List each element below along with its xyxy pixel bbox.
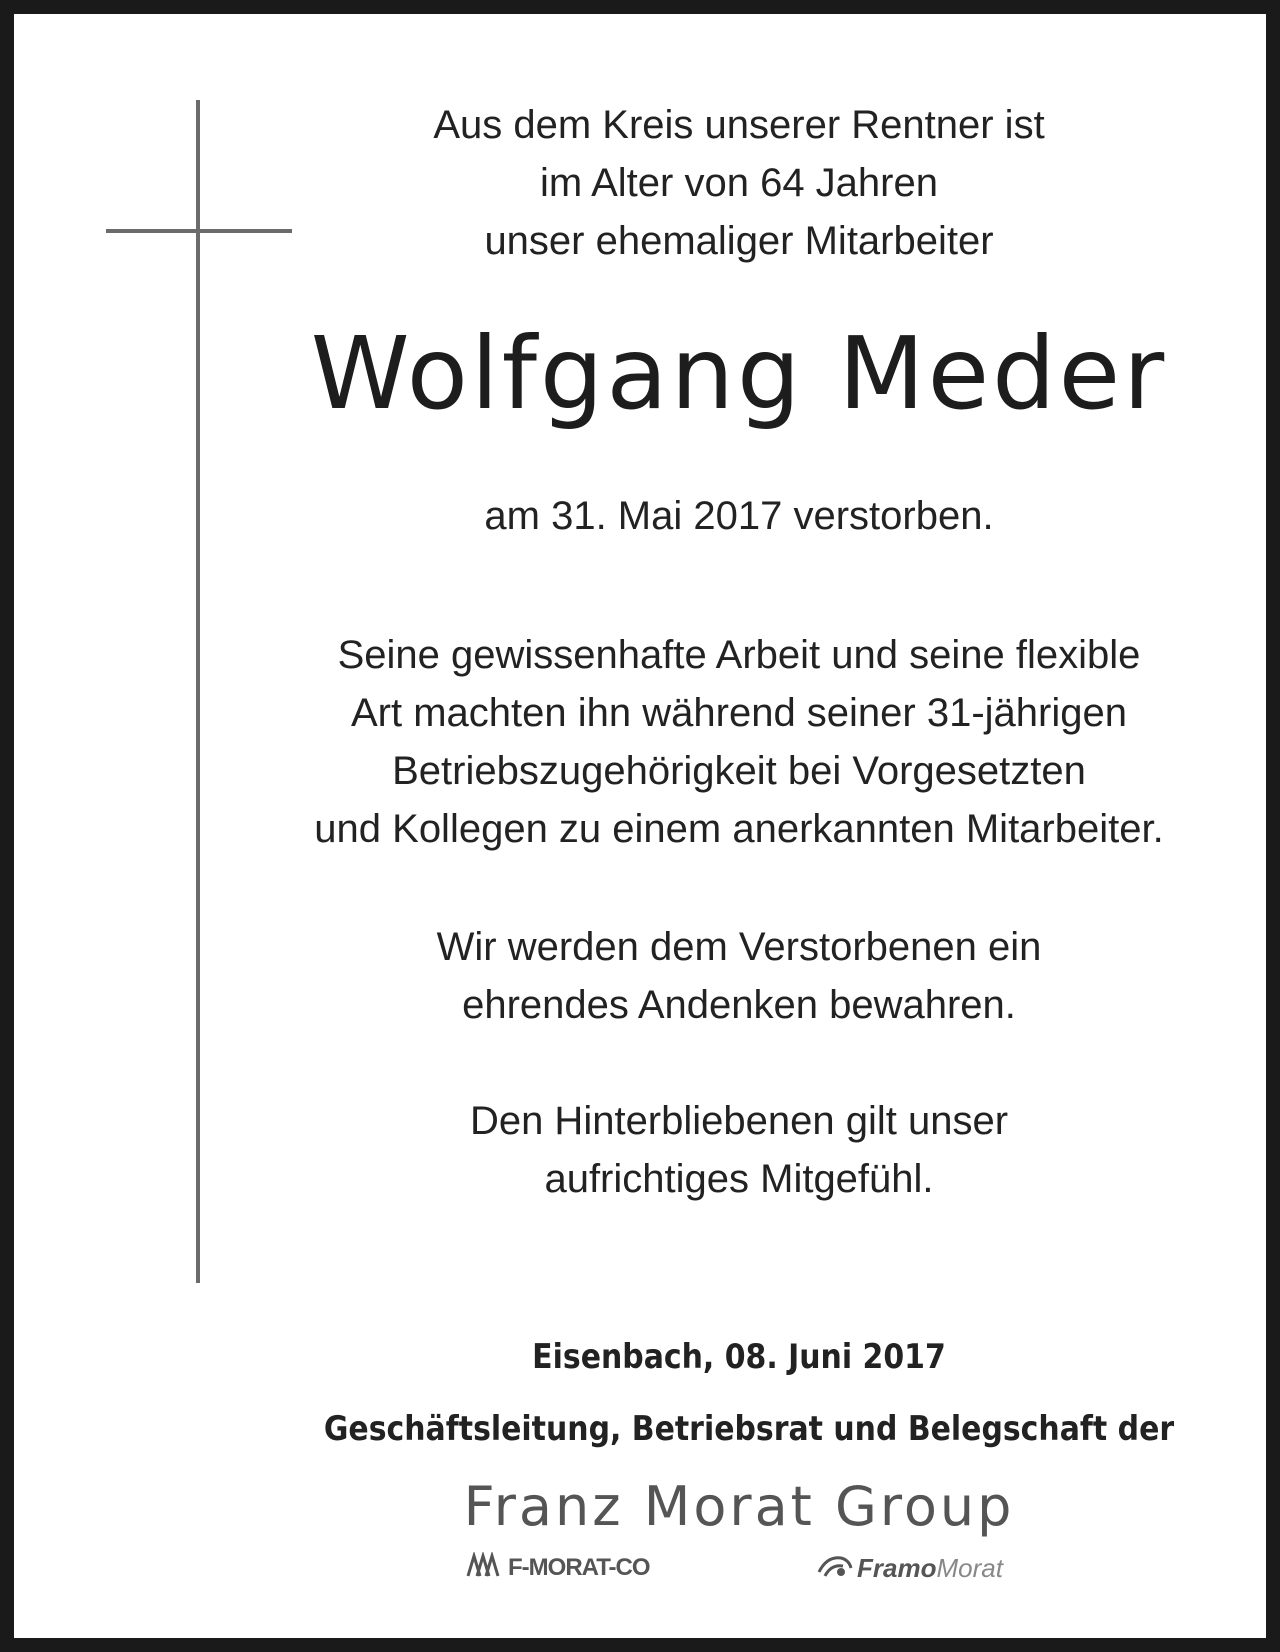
tribute-line: und Kollegen zu einem anerkannten Mitarbeiter.	[314, 807, 1164, 851]
condolence-line: aufrichtiges Mitgefühl.	[544, 1157, 934, 1201]
tribute-line: Betriebszugehörigkeit bei Vorgesetzten	[392, 749, 1086, 793]
morat-logo-text: Morat	[936, 1552, 1003, 1583]
memory-line: Wir werden dem Verstorbenen ein	[436, 925, 1042, 969]
company-name: Franz Morat Group	[463, 1475, 1015, 1538]
tribute-paragraph	[244, 626, 1234, 858]
f-morat-co-logo-text: F-MORAT-CO	[508, 1554, 650, 1581]
deceased-name: Wolfgang Meder	[310, 315, 1168, 432]
intro-line: unser ehemaliger Mitarbeiter	[484, 219, 994, 263]
f-morat-co-logo-icon	[464, 1552, 504, 1585]
intro-text	[244, 96, 1234, 270]
place-date: Eisenbach, 08. Juni 2017	[532, 1337, 946, 1377]
memory-line: ehrendes Andenken bewahren.	[462, 983, 1016, 1027]
intro-line: im Alter von 64 Jahren	[540, 161, 938, 205]
framo-logo-text: Framo	[857, 1552, 937, 1583]
framo-morat-logo	[817, 1552, 1003, 1584]
tribute-line: Art machten ihn während seiner 31-jährigen	[351, 691, 1127, 735]
condolence-paragraph	[244, 1092, 1234, 1208]
signers-line: Geschäftsleitung, Betriebsrat und Belegschaft der	[323, 1409, 1175, 1449]
tribute-line: Seine gewissenhafte Arbeit und seine flexible	[337, 633, 1141, 677]
cross-vertical-bar	[196, 100, 200, 1283]
memory-paragraph	[244, 918, 1234, 1034]
f-morat-co-logo	[464, 1552, 650, 1584]
framo-morat-logo-icon	[817, 1552, 853, 1585]
intro-line: Aus dem Kreis unserer Rentner ist	[433, 103, 1045, 147]
death-date-line: am 31. Mai 2017 verstorben.	[484, 494, 994, 538]
condolence-line: Den Hinterbliebenen gilt unser	[469, 1099, 1009, 1143]
